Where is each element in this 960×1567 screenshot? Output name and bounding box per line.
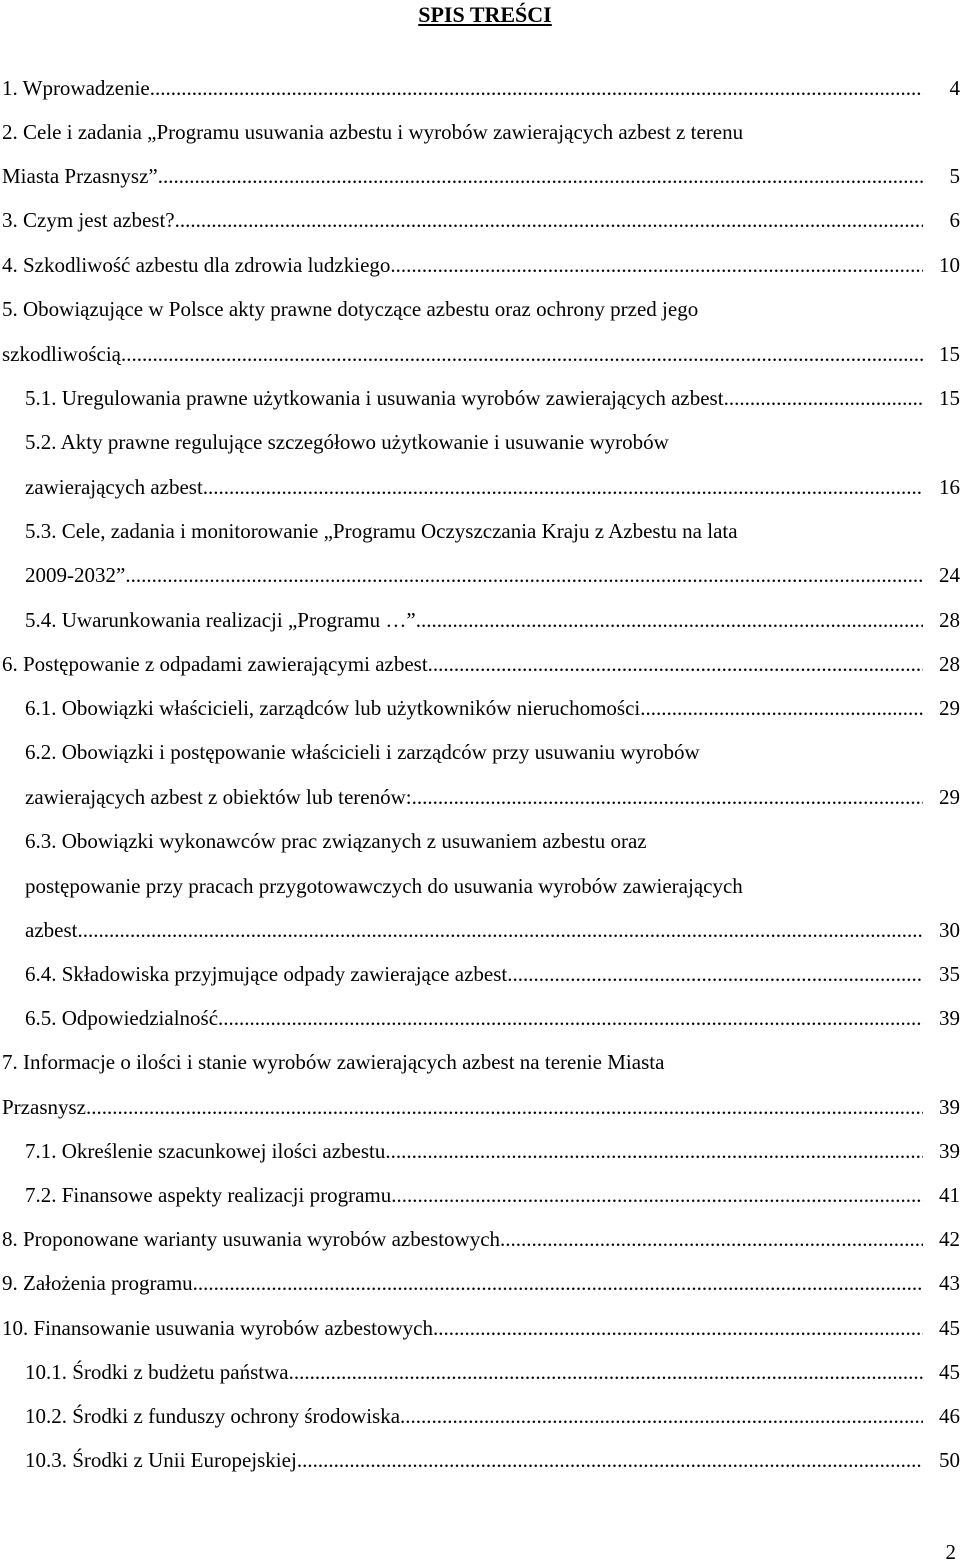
toc-entry-6-2[interactable] <box>25 737 960 767</box>
dot-leader <box>400 1401 923 1431</box>
toc-page-number: 39 <box>939 1006 960 1030</box>
toc-entry-2[interactable] <box>2 117 960 147</box>
dot-leader <box>724 383 923 413</box>
toc-page-number: 6 <box>949 208 960 232</box>
dot-leader <box>77 915 923 945</box>
toc-entry-text: zawierających azbest z obiektów lub terenów: <box>25 785 412 809</box>
toc-entry-3[interactable] <box>2 205 960 235</box>
toc-entry-text: 2009-2032” <box>25 563 126 587</box>
toc-entry-text: 10. Finansowanie usuwania wyrobów azbestowych <box>2 1316 433 1340</box>
toc-page-number: 41 <box>939 1183 960 1207</box>
toc-page-number: 4 <box>949 76 960 100</box>
toc-entry-text: azbest <box>25 918 78 942</box>
toc-entry-6[interactable] <box>2 649 960 679</box>
toc-page-number: 46 <box>939 1404 960 1428</box>
toc-entry-6-3[interactable] <box>25 826 960 856</box>
toc-entry-5-2-cont[interactable] <box>25 472 960 502</box>
toc-entry-6-3-cont2[interactable] <box>25 915 960 945</box>
toc-page-number: 5 <box>949 164 960 188</box>
toc-entry-text: 8. Proponowane warianty usuwania wyrobów azbestowych <box>2 1227 501 1251</box>
dot-leader <box>297 1445 923 1475</box>
toc-page-number: 10 <box>939 253 960 277</box>
toc-entry-text: 10.1. Środki z budżetu państwa <box>25 1360 289 1384</box>
toc-page-number: 45 <box>939 1316 960 1340</box>
toc-entry-text: 5. Obowiązujące w Polsce akty prawne dotyczące azbestu oraz ochrony przed jego <box>2 297 699 321</box>
toc-entry-text: 6.4. Składowiska przyjmujące odpady zawierające azbest <box>25 962 508 986</box>
toc-page-number: 35 <box>939 962 960 986</box>
toc-entry-6-3-cont[interactable] <box>25 871 960 901</box>
page-number: 2 <box>945 1540 956 1564</box>
toc-entry-5[interactable] <box>2 294 960 324</box>
toc-entry-text: 7.1. Określenie szacunkowej ilości azbestu <box>25 1139 386 1163</box>
toc-page-number: 50 <box>939 1448 960 1472</box>
toc-entry-text: postępowanie przy pracach przygotowawczych do usuwania wyrobów zawierających <box>25 874 743 898</box>
toc-page-number: 28 <box>939 652 960 676</box>
toc-entry-4[interactable] <box>2 250 960 280</box>
toc-entry-7-2[interactable] <box>25 1180 960 1210</box>
dot-leader <box>385 1136 923 1166</box>
toc-entry-text: 7.2. Finansowe aspekty realizacji programu <box>25 1183 392 1207</box>
toc-entry-text: 3. Czym jest azbest? <box>2 208 175 232</box>
dot-leader <box>121 339 923 369</box>
toc-page-number: 45 <box>939 1360 960 1384</box>
toc-entry-text: 5.4. Uwarunkowania realizacji „Programu …” <box>25 608 416 632</box>
toc-entry-5-1[interactable] <box>25 383 960 413</box>
dot-leader <box>150 73 923 103</box>
toc-entry-text: Miasta Przasnysz” <box>2 164 158 188</box>
toc-entry-text: 5.3. Cele, zadania i monitorowanie „Programu Oczyszczania Kraju z Azbestu na lata <box>25 519 738 543</box>
toc-entry-text: 10.2. Środki z funduszy ochrony środowiska <box>25 1404 401 1428</box>
dot-leader <box>416 605 923 635</box>
toc-entry-text: 9. Założenia programu <box>2 1271 193 1295</box>
toc-page-number: 39 <box>939 1095 960 1119</box>
toc-page-number: 24 <box>939 563 960 587</box>
toc-entry-text: 5.1. Uregulowania prawne użytkowania i usuwania wyrobów zawierających azbest <box>25 386 724 410</box>
toc-entry-text: 2. Cele i zadania „Programu usuwania azbestu i wyrobów zawierających azbest z terenu <box>2 120 744 144</box>
dot-leader <box>391 1180 923 1210</box>
toc-entry-5-3[interactable] <box>25 516 960 546</box>
toc-entry-text: 4. Szkodliwość azbestu dla zdrowia ludzkiego <box>2 253 391 277</box>
toc-entry-6-2-cont[interactable] <box>25 782 960 812</box>
dot-leader <box>412 782 923 812</box>
toc-entry-5-3-cont[interactable] <box>25 560 960 590</box>
toc-entry-text: zawierających azbest <box>25 475 203 499</box>
toc-page-number: 15 <box>939 342 960 366</box>
dot-leader <box>175 205 923 235</box>
dot-leader <box>433 1313 923 1343</box>
dot-leader <box>507 959 923 989</box>
toc-entry-2-cont[interactable] <box>2 161 960 191</box>
dot-leader <box>500 1224 923 1254</box>
toc-entry-text: 1. Wprowadzenie <box>2 76 150 100</box>
toc-entry-text: 6.1. Obowiązki właścicieli, zarządców lub użytkowników nieruchomości <box>25 696 641 720</box>
page-title: SPIS TREŚCI <box>418 2 552 27</box>
toc-entry-10[interactable] <box>2 1313 960 1343</box>
toc-entry-5-4[interactable] <box>25 605 960 635</box>
toc-page-number: 39 <box>939 1139 960 1163</box>
toc-page-number: 29 <box>939 785 960 809</box>
toc-entry-7-cont[interactable] <box>2 1092 960 1122</box>
toc-entry-text: 6. Postępowanie z odpadami zawierającymi azbest <box>2 652 428 676</box>
toc-entry-text: 6.3. Obowiązki wykonawców prac związanych z usuwaniem azbestu oraz <box>25 829 647 853</box>
toc-page-number: 28 <box>939 608 960 632</box>
toc-entry-text: 5.2. Akty prawne regulujące szczegółowo użytkowanie i usuwanie wyrobów <box>25 430 669 454</box>
toc-entry-6-4[interactable] <box>25 959 960 989</box>
toc-entry-10-1[interactable] <box>25 1357 960 1387</box>
toc-entry-text: szkodliwością <box>2 342 121 366</box>
dot-leader <box>91 1092 923 1122</box>
toc-entry-text: Przasnysz. <box>2 1095 92 1119</box>
dot-leader <box>158 161 923 191</box>
toc-entry-8[interactable] <box>2 1224 960 1254</box>
toc-page-number: 16 <box>939 475 960 499</box>
toc-entry-text: 10.3. Środki z Unii Europejskiej <box>25 1448 297 1472</box>
toc-entry-9[interactable] <box>2 1268 960 1298</box>
dot-leader <box>289 1357 923 1387</box>
toc-page-number: 15 <box>939 386 960 410</box>
dot-leader <box>428 649 923 679</box>
dot-leader <box>390 250 923 280</box>
toc-entry-6-5[interactable] <box>25 1003 960 1033</box>
toc-entry-5-cont[interactable] <box>2 339 960 369</box>
toc-entry-text: 7. Informacje o ilości i stanie wyrobów zawierających azbest na terenie Miasta <box>2 1050 665 1074</box>
toc-page-number: 29 <box>939 696 960 720</box>
toc-entry-10-3[interactable] <box>25 1445 960 1475</box>
toc-entry-text: 6.5. Odpowiedzialność <box>25 1006 219 1030</box>
toc-entry-1[interactable] <box>2 73 960 103</box>
dot-leader <box>125 560 923 590</box>
dot-leader <box>218 1003 923 1033</box>
toc-entry-7[interactable] <box>2 1047 960 1077</box>
dot-leader <box>193 1268 923 1298</box>
toc-entry-text: 6.2. Obowiązki i postępowanie właścicieli i zarządców przy usuwaniu wyrobów <box>25 740 700 764</box>
toc-page-number: 43 <box>939 1271 960 1295</box>
toc-entry-7-1[interactable] <box>25 1136 960 1166</box>
toc-entry-10-2[interactable] <box>25 1401 960 1431</box>
toc-page-number: 30 <box>939 918 960 942</box>
toc-page-number: 42 <box>939 1227 960 1251</box>
dot-leader <box>203 472 923 502</box>
toc-entry-6-1[interactable] <box>25 693 960 723</box>
toc-entry-5-2[interactable] <box>25 427 960 457</box>
dot-leader <box>640 693 923 723</box>
